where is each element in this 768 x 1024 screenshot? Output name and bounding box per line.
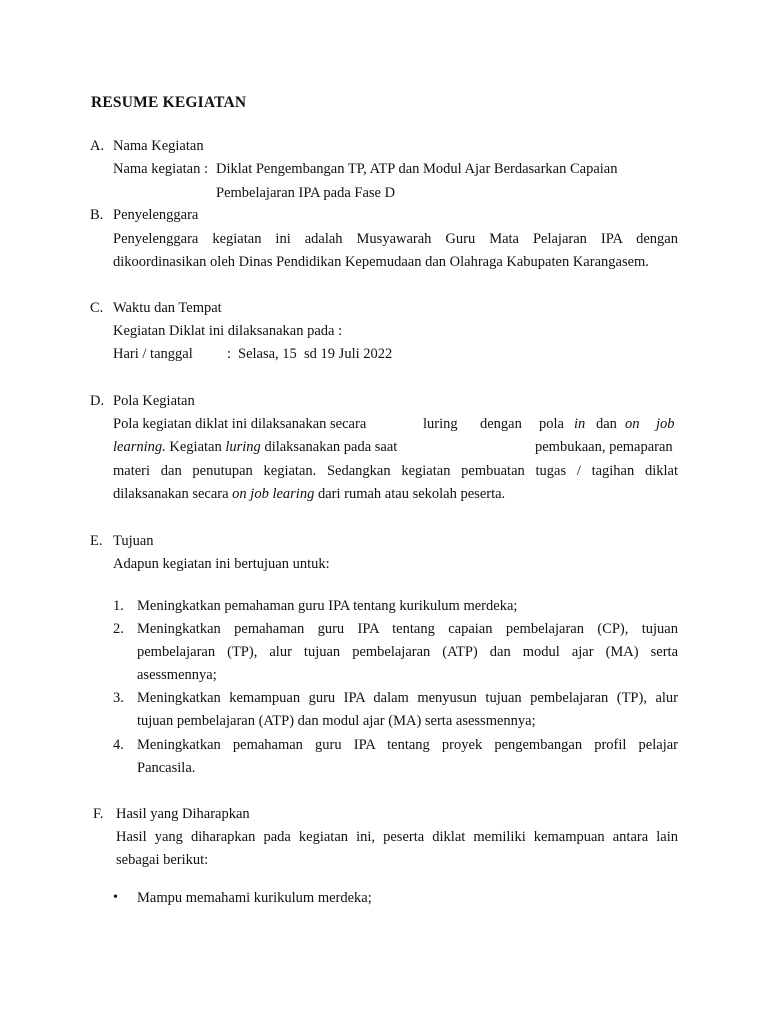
list-item-number: 3. (113, 690, 124, 706)
section-d-line1-c: dengan (480, 416, 522, 432)
section-a-heading: Nama Kegiatan (113, 138, 204, 154)
section-e-intro: Adapun kegiatan ini bertujuan untuk: (113, 556, 330, 572)
section-f-line1: Hasil yang diharapkan pada kegiatan ini, peserta diklat memiliki kemampuan antara lain (116, 829, 678, 845)
section-d-line4-b: on job learing (232, 486, 315, 502)
section-d-line2-b: Kegiatan (165, 439, 226, 455)
list-item-continued: asessmennya; (137, 667, 217, 683)
section-c-date-colon: : (227, 346, 232, 362)
section-d-line1-g: on (625, 416, 640, 432)
section-a-value-line2: Pembelajaran IPA pada Fase D (216, 185, 396, 201)
section-c-date-label: Hari / tanggal (113, 346, 193, 362)
list-item: Meningkatkan pemahaman guru IPA tentang kurikulum merdeka; (137, 598, 518, 614)
list-item-number: 1. (113, 598, 124, 614)
section-b-line1: Penyelenggara kegiatan ini adalah Musyawarah Guru Mata Pelajaran IPA dengan (113, 231, 678, 247)
section-a-letter: A. (90, 138, 105, 154)
section-d-line2-c: luring (225, 439, 261, 455)
section-b-line2: dikoordinasikan oleh Dinas Pendidikan Kepemudaan dan Olahraga Kabupaten Karangasem. (113, 254, 649, 270)
section-b-heading: Penyelenggara (113, 207, 199, 223)
section-d-line4-a: dilaksanakan secara (113, 486, 233, 502)
section-c-date-value: Selasa, 15 sd 19 Juli 2022 (238, 346, 393, 362)
section-d-line2 (113, 439, 397, 456)
section-f-line2: sebagai berikut: (116, 852, 209, 868)
list-item-number: 2. (113, 621, 124, 637)
list-item: Meningkatkan pemahaman guru IPA tentang proyek pengembangan profil pelajar (137, 737, 678, 753)
list-item: Meningkatkan pemahaman guru IPA tentang capaian pembelajaran (CP), tujuan (137, 621, 678, 637)
list-item: Meningkatkan kemampuan guru IPA dalam menyusun tujuan pembelajaran (TP), alur (137, 690, 678, 706)
section-e-heading: Tujuan (113, 533, 154, 549)
section-e-letter: E. (90, 533, 103, 549)
list-item-continued: Pancasila. (137, 760, 196, 776)
section-c-line1: Kegiatan Diklat ini dilaksanakan pada : (113, 323, 343, 339)
section-d-line4-c: dari rumah atau sekolah peserta. (314, 486, 506, 502)
section-d-line1-a: Pola kegiatan diklat ini dilaksanakan secara (113, 416, 367, 432)
section-d-heading: Pola Kegiatan (113, 393, 195, 409)
list-item-continued: tujuan pembelajaran (ATP) dan modul ajar (MA) serta asessmennya; (137, 713, 536, 729)
section-c-heading: Waktu dan Tempat (113, 300, 222, 316)
section-f-heading: Hasil yang Diharapkan (116, 806, 250, 822)
section-d-line1-h: job (656, 416, 675, 432)
list-item-number: 4. (113, 737, 124, 753)
section-b-letter: B. (90, 207, 104, 223)
section-d-line2-d: dilaksanakan pada saat (260, 439, 398, 455)
section-d-line1-e: in (574, 416, 586, 432)
section-d-line1-f: dan (596, 416, 617, 432)
section-d-line1-b: luring (423, 416, 458, 432)
section-c-letter: C. (90, 300, 104, 316)
section-d-letter: D. (90, 393, 105, 409)
section-d-line2-e: pembukaan, pemaparan (535, 439, 673, 455)
section-d-line4 (113, 486, 505, 503)
section-a-value-line1: Diklat Pengembangan TP, ATP dan Modul Ajar Berdasarkan Capaian (216, 161, 618, 177)
section-f-letter: F. (93, 806, 104, 822)
bullet-item: Mampu memahami kurikulum merdeka; (137, 890, 372, 906)
section-d-line2-a: learning. (113, 439, 166, 455)
list-item-continued: pembelajaran (TP), alur tujuan pembelajaran (ATP) dan modul ajar (MA) serta (137, 644, 678, 660)
bullet-marker: • (113, 890, 118, 905)
section-d-line1-d: pola (539, 416, 564, 432)
section-d-line3: materi dan penutupan kegiatan. Sedangkan kegiatan pembuatan tugas / tagihan diklat (113, 463, 678, 479)
section-a-label: Nama kegiatan : (113, 161, 212, 177)
document-title: RESUME KEGIATAN (91, 94, 247, 111)
